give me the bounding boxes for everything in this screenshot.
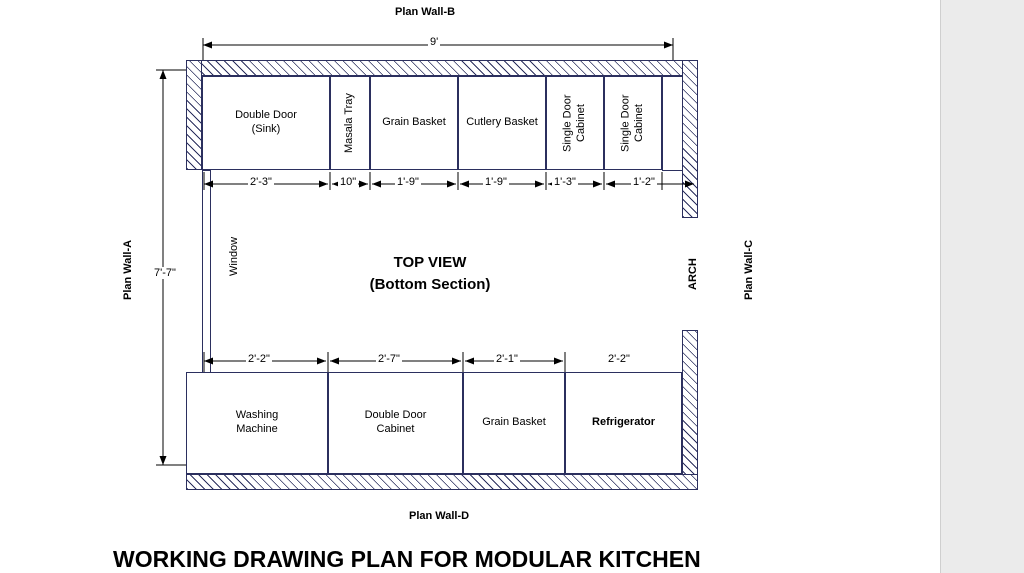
- cabinet-grain-basket-top: [370, 76, 458, 170]
- top-view-line1: TOP VIEW: [393, 254, 467, 271]
- cabinet-label-line1: Refrigerator: [592, 416, 655, 429]
- top-view-line2: (Bottom Section): [369, 275, 491, 293]
- cabinet-grain-basket-bottom: [463, 372, 565, 474]
- counter-edge-bottom: [662, 170, 682, 171]
- cabinet-cutlery-basket: [458, 76, 546, 170]
- wall-top: [186, 60, 698, 76]
- window-line-outer: [202, 170, 203, 372]
- dimension-overall-width: 9': [430, 36, 439, 48]
- window-line-inner: [210, 170, 211, 372]
- cabinet-double-door-bottom: [328, 372, 463, 474]
- wall-label-a: Plan Wall-A: [122, 239, 134, 300]
- wall-left: [186, 60, 202, 170]
- cabinet-single-door-2: [604, 76, 662, 170]
- window-label: Window: [228, 236, 240, 276]
- cabinet-double-door-sink: [202, 76, 330, 170]
- cabinet-label-line2: Cabinet: [376, 423, 415, 435]
- cabinet-label: Cutlery Basket: [466, 116, 538, 129]
- dimension-bottom-2: 2'-7": [378, 353, 400, 365]
- cabinet-label-line1: Washing: [235, 409, 279, 422]
- dimension-top-2: 10": [340, 176, 357, 188]
- counter-edge-right: [662, 76, 663, 170]
- dimension-top-4: 1'-9": [485, 176, 507, 188]
- wall-label-d: Plan Wall-D: [409, 510, 470, 522]
- drawing-title: WORKING DRAWING PLAN FOR MODULAR KITCHEN: [113, 546, 701, 572]
- cabinet-refrigerator: [565, 372, 682, 474]
- cabinet-label-line1: Single Door: [619, 94, 632, 152]
- counter-edge-top: [662, 76, 682, 77]
- dimension-top-1: 2'-3": [250, 176, 272, 188]
- wall-right-lower: [682, 330, 698, 490]
- arch-label: ARCH: [687, 258, 699, 290]
- page-gutter: [940, 0, 1024, 573]
- cabinet-label-line2: (Sink): [251, 123, 281, 135]
- cabinet-label-line1: Double Door: [235, 109, 297, 122]
- cabinet-washing-machine: [186, 372, 328, 474]
- window-cap-top: [202, 170, 210, 171]
- cabinet-masala-tray: [330, 76, 370, 170]
- dimension-top-5: 1'-3": [554, 176, 576, 188]
- dimension-top-3: 1'-9": [397, 176, 419, 188]
- dimension-bottom-1: 2'-2": [248, 353, 270, 365]
- cabinet-label-line2: Cabinet: [633, 104, 645, 142]
- cabinet-label: Grain Basket: [382, 116, 446, 129]
- dimension-overall-height: 7'-7": [154, 267, 176, 279]
- wall-right-upper: [682, 60, 698, 218]
- cabinet-single-door-1: [546, 76, 604, 170]
- cabinet-label-line1: Double Door: [364, 409, 427, 422]
- cabinet-label-line2: Cabinet: [575, 104, 587, 142]
- dimension-top-6: 1'-2": [633, 176, 655, 188]
- dimension-bottom-4: 2'-2": [608, 353, 630, 365]
- top-view-label: [300, 252, 560, 296]
- cabinet-label-line1: Single Door: [561, 94, 574, 152]
- wall-bottom: [186, 474, 698, 490]
- cabinet-label: Masala Tray: [343, 93, 356, 153]
- dimension-bottom-3: 2'-1": [496, 353, 518, 365]
- cabinet-label-line1: Grain Basket: [482, 416, 546, 429]
- wall-label-b: Plan Wall-B: [395, 6, 456, 18]
- wall-label-c: Plan Wall-C: [743, 239, 755, 300]
- cabinet-label-line2: Machine: [236, 423, 278, 435]
